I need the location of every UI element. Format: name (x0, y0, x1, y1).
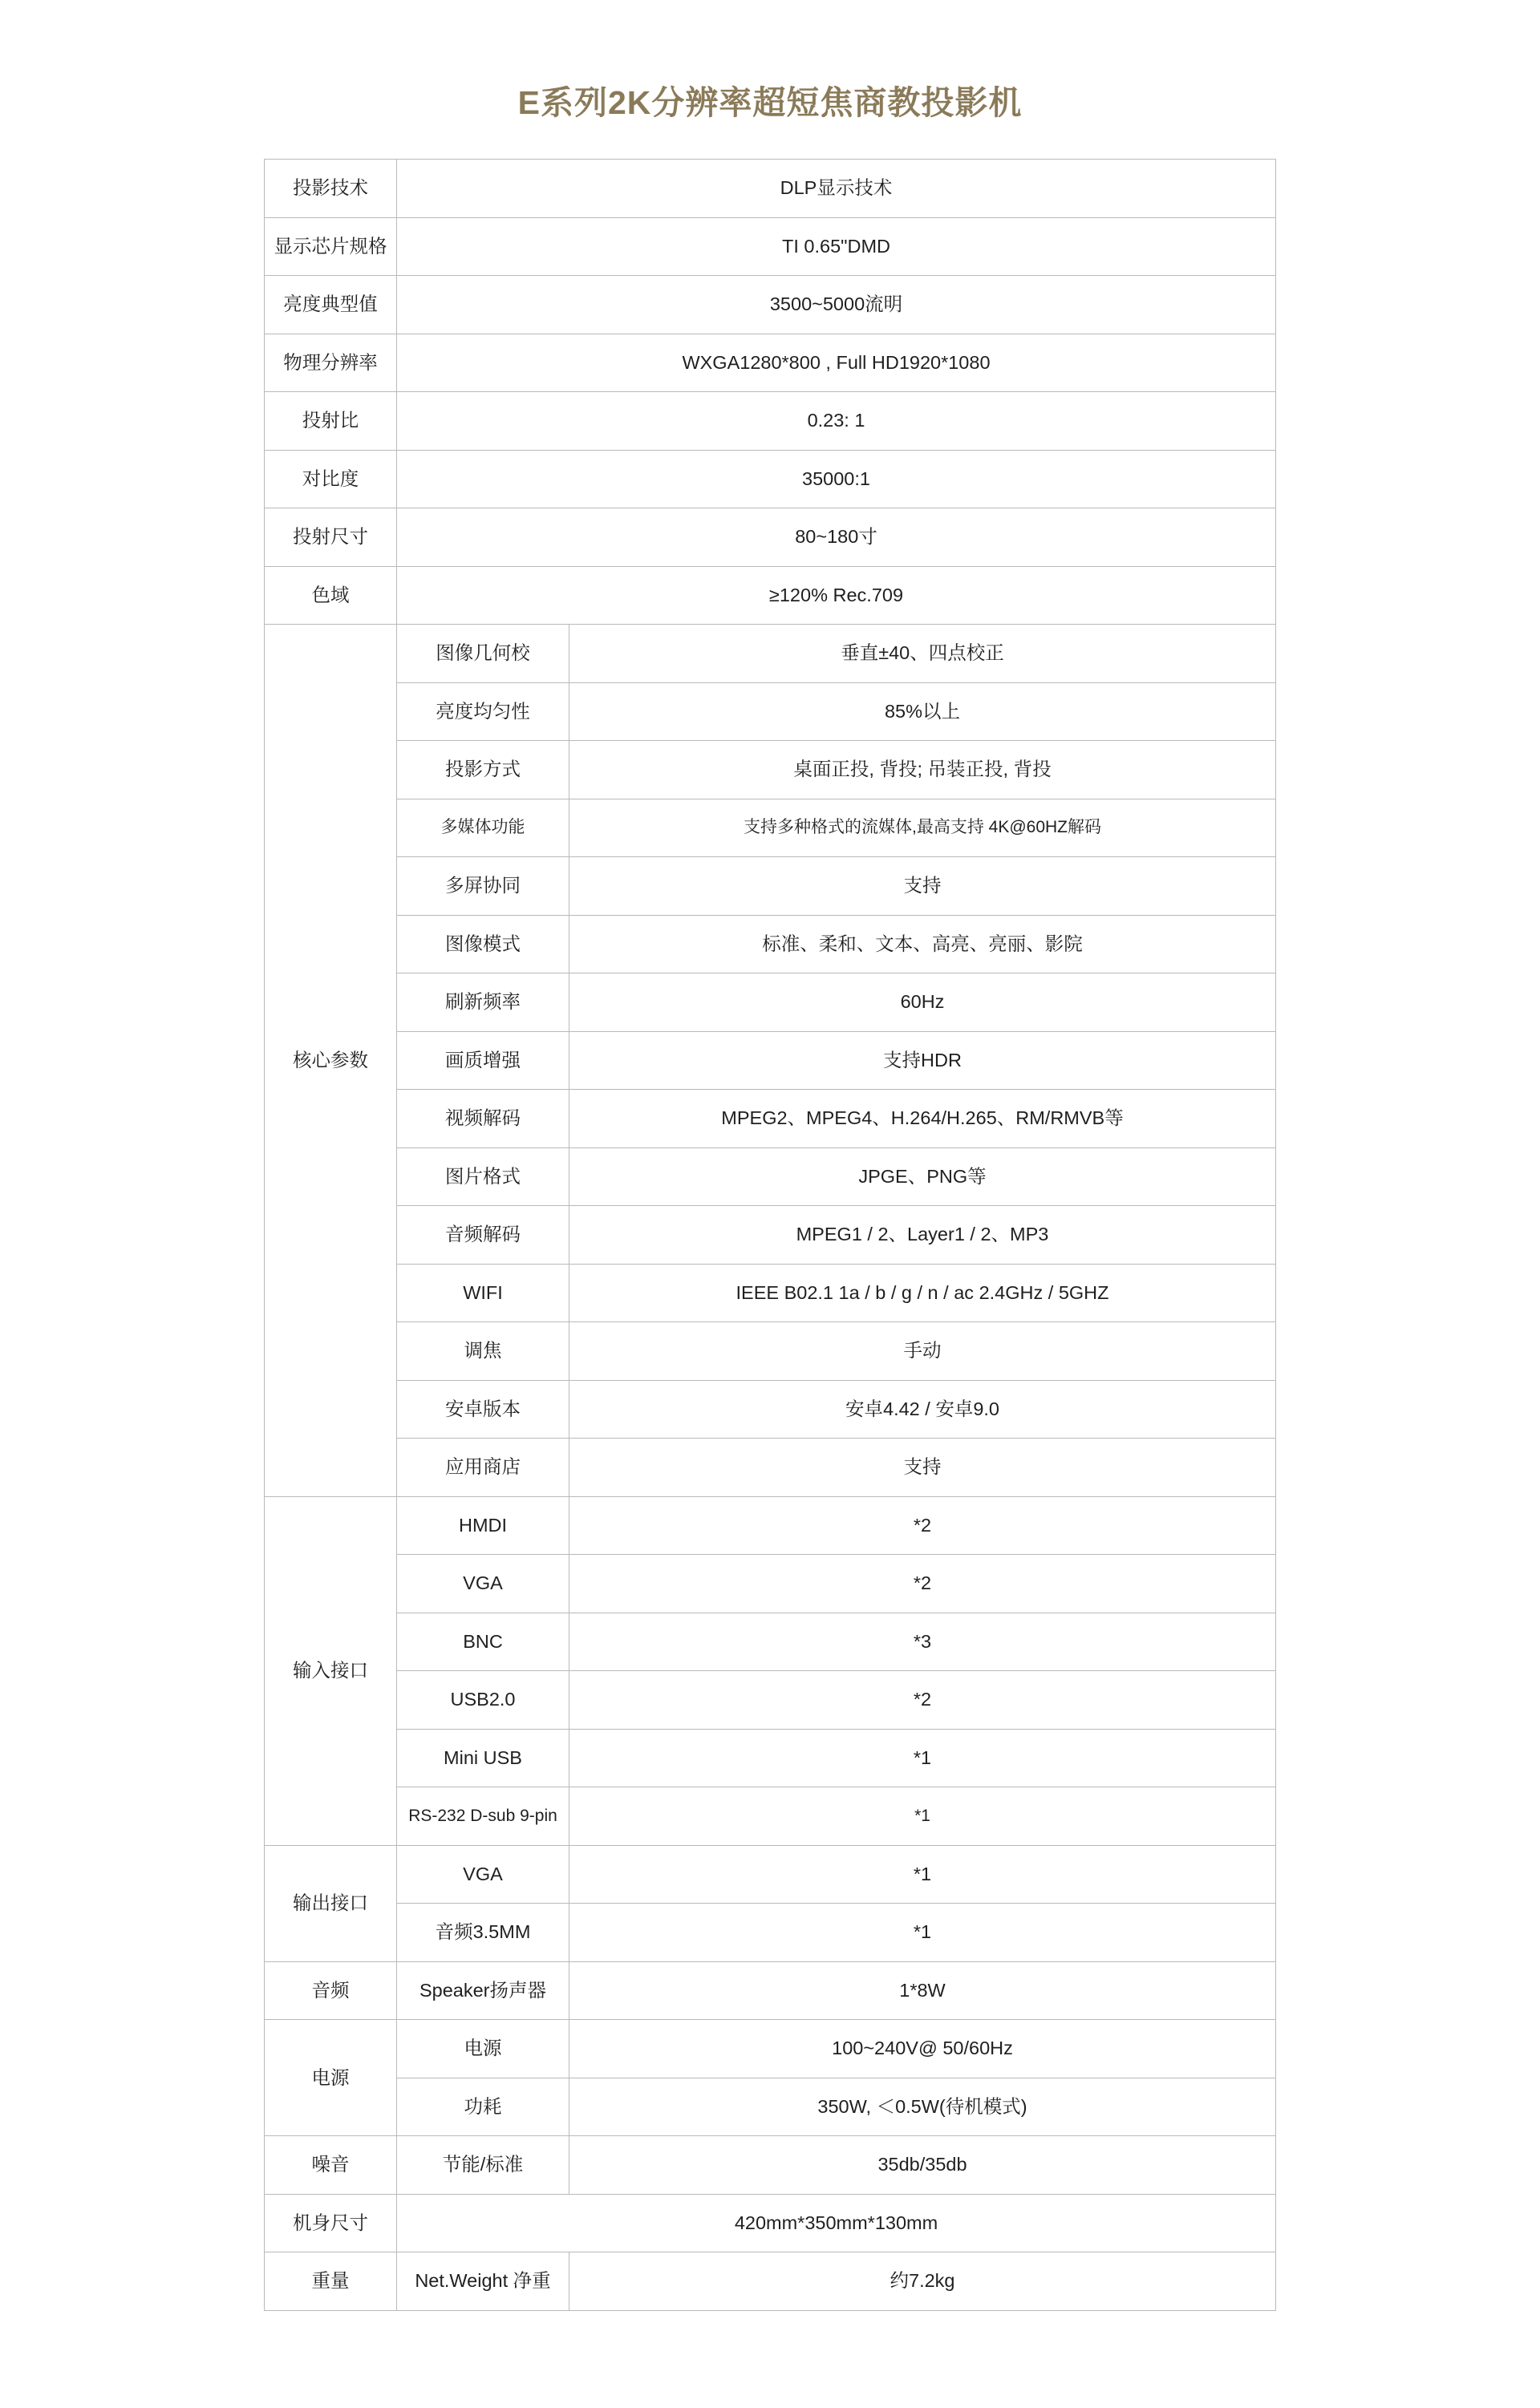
table-row (265, 1904, 1276, 1962)
table-row (265, 1496, 1276, 1555)
table-row (265, 1961, 1276, 2020)
table-row (265, 1555, 1276, 1613)
table-row (265, 392, 1276, 451)
spec-category-cell: 重量 (265, 2252, 397, 2311)
table-row (265, 1613, 1276, 1671)
spec-subcategory-cell: 多屏协同 (397, 857, 569, 916)
spec-value-cell: 1*8W (569, 1961, 1276, 2020)
spec-value-cell: 约7.2kg (569, 2252, 1276, 2311)
spec-category-cell: 输入接口 (265, 1496, 397, 1845)
spec-value-cell: 支持 (569, 857, 1276, 916)
spec-category-cell: 电源 (265, 2020, 397, 2136)
spec-category-cell: 投射比 (265, 392, 397, 451)
spec-value-cell: JPGE、PNG等 (569, 1147, 1276, 1206)
spec-category-cell: 色域 (265, 566, 397, 625)
spec-subcategory-cell: 投影方式 (397, 741, 569, 799)
spec-value-cell: 支持 (569, 1439, 1276, 1497)
spec-value-cell: 支持HDR (569, 1031, 1276, 1090)
spec-subcategory-cell: Speaker扬声器 (397, 1961, 569, 2020)
table-row (265, 1729, 1276, 1787)
spec-subcategory-cell: 调焦 (397, 1322, 569, 1381)
spec-category-cell: 物理分辨率 (265, 334, 397, 392)
spec-subcategory-cell: 功耗 (397, 2078, 569, 2136)
spec-value-cell: 标准、柔和、文本、高亮、亮丽、影院 (569, 915, 1276, 973)
spec-subcategory-cell: 多媒体功能 (397, 799, 569, 857)
spec-subcategory-cell: USB2.0 (397, 1671, 569, 1730)
spec-subcategory-cell: 图片格式 (397, 1147, 569, 1206)
spec-value-cell: *1 (569, 1904, 1276, 1962)
spec-value-cell: 350W, ＜0.5W(待机模式) (569, 2078, 1276, 2136)
table-row (265, 973, 1276, 1032)
spec-value-cell: IEEE B02.1 1a / b / g / n / ac 2.4GHz / 5GHZ (569, 1264, 1276, 1322)
spec-subcategory-cell: Net.Weight 净重 (397, 2252, 569, 2311)
spec-table-container (264, 159, 1276, 2311)
spec-category-cell: 投射尺寸 (265, 508, 397, 567)
table-row (265, 915, 1276, 973)
table-row (265, 2020, 1276, 2078)
table-row (265, 1845, 1276, 1904)
spec-value-cell: 35db/35db (569, 2136, 1276, 2195)
spec-subcategory-cell: VGA (397, 1555, 569, 1613)
spec-value-cell: DLP显示技术 (397, 160, 1276, 218)
spec-value-cell: *2 (569, 1671, 1276, 1730)
spec-category-cell: 对比度 (265, 450, 397, 508)
spec-value-cell: 420mm*350mm*130mm (397, 2194, 1276, 2252)
spec-table (264, 159, 1276, 2311)
table-row (265, 1787, 1276, 1846)
spec-value-cell: 手动 (569, 1322, 1276, 1381)
table-row (265, 1671, 1276, 1730)
table-row (265, 741, 1276, 799)
spec-subcategory-cell: RS-232 D-sub 9-pin (397, 1787, 569, 1846)
spec-category-cell: 投影技术 (265, 160, 397, 218)
spec-subcategory-cell: 刷新频率 (397, 973, 569, 1032)
spec-category-cell: 亮度典型值 (265, 276, 397, 334)
table-row (265, 1031, 1276, 1090)
spec-table-body (265, 160, 1276, 2311)
spec-value-cell: *1 (569, 1845, 1276, 1904)
spec-value-cell: 安卓4.42 / 安卓9.0 (569, 1380, 1276, 1439)
spec-value-cell: *1 (569, 1729, 1276, 1787)
spec-subcategory-cell: 应用商店 (397, 1439, 569, 1497)
spec-value-cell: 80~180寸 (397, 508, 1276, 567)
spec-subcategory-cell: Mini USB (397, 1729, 569, 1787)
table-row (265, 566, 1276, 625)
table-row (265, 1264, 1276, 1322)
table-row (265, 160, 1276, 218)
spec-value-cell: 35000:1 (397, 450, 1276, 508)
spec-subcategory-cell: 画质增强 (397, 1031, 569, 1090)
table-row (265, 2078, 1276, 2136)
spec-value-cell: *2 (569, 1496, 1276, 1555)
spec-value-cell: WXGA1280*800 , Full HD1920*1080 (397, 334, 1276, 392)
spec-value-cell: *2 (569, 1555, 1276, 1613)
spec-subcategory-cell: HMDI (397, 1496, 569, 1555)
table-row (265, 2136, 1276, 2195)
table-row (265, 1322, 1276, 1381)
table-row (265, 682, 1276, 741)
spec-subcategory-cell: 节能/标准 (397, 2136, 569, 2195)
spec-value-cell: 100~240V@ 50/60Hz (569, 2020, 1276, 2078)
table-row (265, 217, 1276, 276)
spec-category-cell: 核心参数 (265, 625, 397, 1497)
spec-subcategory-cell: 安卓版本 (397, 1380, 569, 1439)
table-row (265, 276, 1276, 334)
spec-value-cell: 垂直±40、四点校正 (569, 625, 1276, 683)
table-row (265, 1090, 1276, 1148)
spec-value-cell: 60Hz (569, 973, 1276, 1032)
spec-subcategory-cell: 视频解码 (397, 1090, 569, 1148)
spec-category-cell: 音频 (265, 1961, 397, 2020)
spec-value-cell: *3 (569, 1613, 1276, 1671)
spec-value-cell: 支持多种格式的流媒体,最高支持 4K@60HZ解码 (569, 799, 1276, 857)
spec-category-cell: 显示芯片规格 (265, 217, 397, 276)
spec-value-cell: 桌面正投, 背投; 吊装正投, 背投 (569, 741, 1276, 799)
spec-subcategory-cell: 图像模式 (397, 915, 569, 973)
table-row (265, 799, 1276, 857)
table-row (265, 508, 1276, 567)
spec-category-cell: 输出接口 (265, 1845, 397, 1961)
spec-category-cell: 机身尺寸 (265, 2194, 397, 2252)
table-row (265, 2252, 1276, 2311)
table-row (265, 857, 1276, 916)
spec-value-cell: 0.23: 1 (397, 392, 1276, 451)
spec-subcategory-cell: 亮度均匀性 (397, 682, 569, 741)
table-row (265, 2194, 1276, 2252)
spec-value-cell: MPEG1 / 2、Layer1 / 2、MP3 (569, 1206, 1276, 1265)
spec-subcategory-cell: 电源 (397, 2020, 569, 2078)
spec-value-cell: 85%以上 (569, 682, 1276, 741)
spec-value-cell: *1 (569, 1787, 1276, 1846)
spec-subcategory-cell: VGA (397, 1845, 569, 1904)
spec-value-cell: MPEG2、MPEG4、H.264/H.265、RM/RMVB等 (569, 1090, 1276, 1148)
spec-subcategory-cell: 音频3.5MM (397, 1904, 569, 1962)
page-title: E系列2K分辨率超短焦商教投影机 (517, 84, 1023, 121)
table-row (265, 1439, 1276, 1497)
spec-subcategory-cell: 图像几何校 (397, 625, 569, 683)
spec-subcategory-cell: 音频解码 (397, 1206, 569, 1265)
spec-value-cell: ≥120% Rec.709 (397, 566, 1276, 625)
spec-subcategory-cell: WIFI (397, 1264, 569, 1322)
table-row (265, 625, 1276, 683)
table-row (265, 1206, 1276, 1265)
table-row (265, 1147, 1276, 1206)
table-row (265, 334, 1276, 392)
table-row (265, 450, 1276, 508)
table-row (265, 1380, 1276, 1439)
spec-value-cell: 3500~5000流明 (397, 276, 1276, 334)
spec-subcategory-cell: BNC (397, 1613, 569, 1671)
spec-category-cell: 噪音 (265, 2136, 397, 2195)
spec-value-cell: TI 0.65"DMD (397, 217, 1276, 276)
